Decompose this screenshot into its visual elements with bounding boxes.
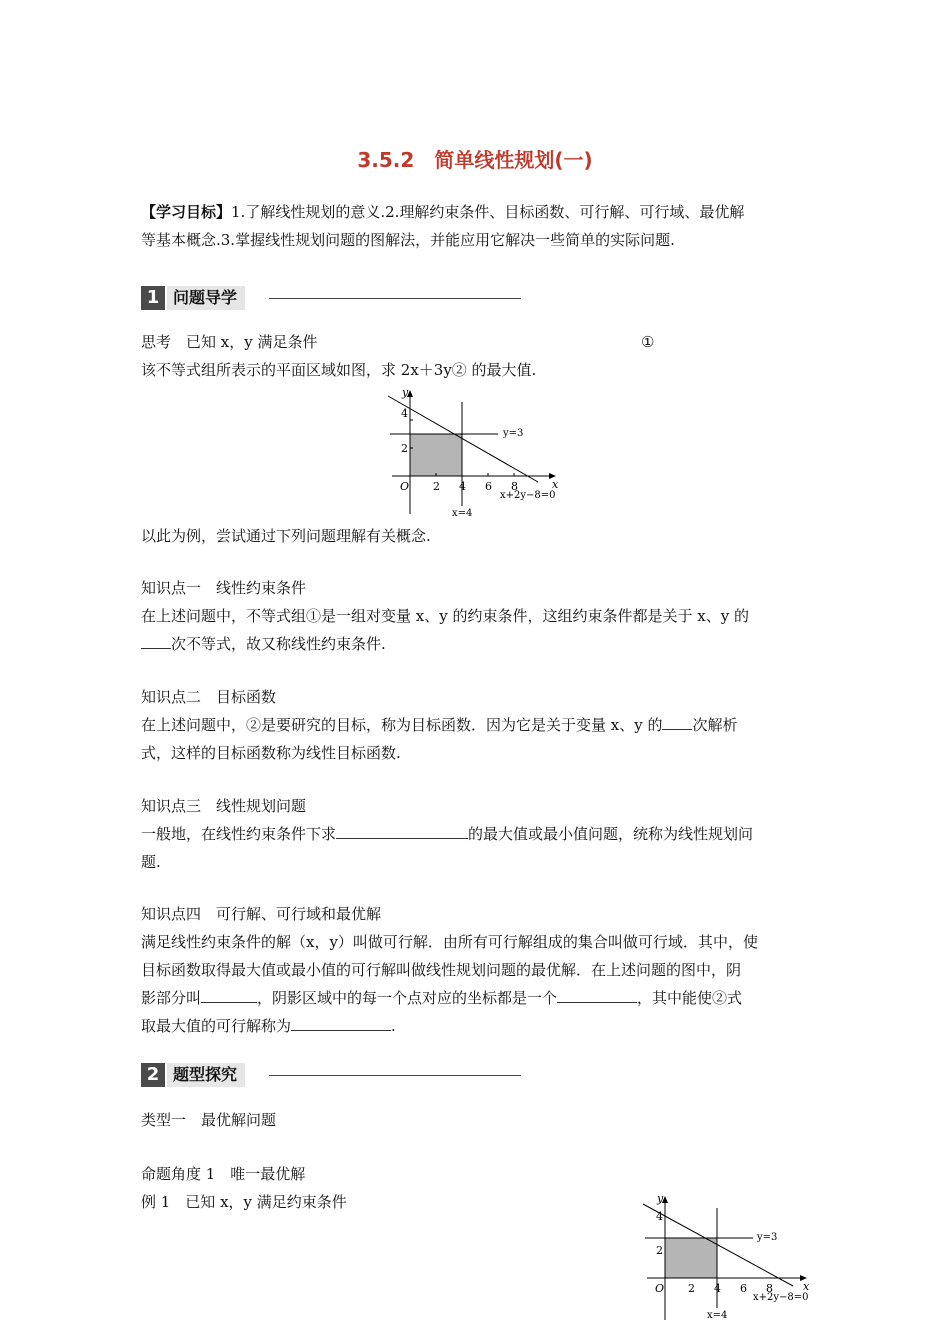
k1-heading: 知识点一 线性约束条件 (141, 579, 307, 597)
k3-line2: 题. (141, 853, 161, 871)
x-tick-label: 4 (714, 1282, 721, 1295)
example1-text: 例 1 已知 x，y 满足约束条件 (141, 1193, 347, 1211)
k2-line2: 式，这样的目标函数称为线性目标函数. (141, 744, 401, 762)
x-tick-label: 8 (511, 480, 518, 493)
y-axis-label: y (657, 1192, 664, 1205)
fill-blank[interactable] (336, 823, 468, 839)
goals-line1: 1.了解线性规划的意义.2.理解约束条件、目标函数、可行解、可行域、最优解 (231, 203, 745, 221)
y-tick-label: 4 (401, 407, 408, 420)
y-axis-label: y (402, 386, 409, 399)
x-tick-label: 2 (688, 1282, 695, 1295)
angle1-heading: 命题角度 1 唯一最优解 (141, 1165, 306, 1183)
k4-line4: 取最大值的可行解称为 . (141, 1017, 396, 1035)
section-title: 题型探究 (167, 1063, 245, 1087)
think-line2: 该不等式组所表示的平面区域如图，求 2x＋3y② 的最大值. (141, 361, 537, 379)
x-tick-label: 4 (459, 480, 466, 493)
y-tick-label: 4 (656, 1210, 663, 1223)
section-number: 2 (141, 1063, 165, 1087)
page-title: 3.5.2 简单线性规划(一) (357, 148, 593, 172)
y-tick-label: 2 (656, 1244, 663, 1257)
shaded-region (410, 434, 462, 476)
section-number: 1 (141, 286, 165, 310)
k3-line1: 一般地，在线性约束条件下求 的最大值或最小值问题，统称为线性规划问 (141, 825, 754, 843)
origin-label: O (655, 1282, 665, 1295)
k4-line1: 满足线性约束条件的解（x，y）叫做可行解．由所有可行解组成的集合叫做可行域．其中，使 (141, 933, 758, 951)
fill-blank[interactable] (557, 987, 637, 1003)
type1-heading: 类型一 最优解问题 (141, 1111, 277, 1129)
line-slant-label: x+2y−8=0 (500, 490, 556, 501)
example1-figure (635, 1190, 835, 1330)
fill-blank[interactable] (201, 987, 257, 1003)
line-slant-label: x+2y−8=0 (753, 1292, 809, 1303)
shaded-region (665, 1238, 717, 1278)
k4-heading: 知识点四 可行解、可行域和最优解 (141, 905, 382, 923)
fill-blank[interactable] (662, 714, 692, 730)
k2-heading: 知识点二 目标函数 (141, 688, 277, 706)
k3-heading: 知识点三 线性规划问题 (141, 797, 307, 815)
k1-line1: 在上述问题中，不等式组①是一组对变量 x、y 的约束条件，这组约束条件都是关于 x、y 的 (141, 607, 749, 625)
line-x4-label: x=4 (452, 508, 473, 519)
line-x4-label: x=4 (707, 1310, 728, 1321)
line-y3-label: y=3 (503, 428, 524, 439)
line-y3-label: y=3 (757, 1232, 778, 1243)
origin-label: O (400, 480, 410, 493)
k4-line3: 影部分叫 ，阴影区域中的每一个点对应的坐标都是一个 ，其中能使②式 (141, 989, 743, 1007)
section-title: 问题导学 (167, 286, 245, 310)
x-axis-label: x (552, 478, 559, 491)
x-tick-label: 6 (740, 1282, 747, 1295)
x-axis-label: x (803, 1280, 810, 1293)
goals-line2: 等基本概念.3.掌握线性规划问题的图解法，并能应用它解决一些简单的实际问题. (141, 231, 675, 249)
section-rule (269, 298, 521, 299)
y-tick-label: 2 (401, 442, 408, 455)
section-rule (269, 1075, 521, 1076)
k2-line1: 在上述问题中，②是要研究的目标，称为目标函数．因为它是关于变量 x、y 的 次解析 (141, 716, 738, 734)
goals-tag: 【学习目标】 (141, 203, 232, 221)
fill-blank[interactable] (291, 1015, 391, 1031)
k1-line2: 次不等式，故又称线性约束条件. (141, 630, 811, 658)
k4-line2: 目标函数取得最大值或最小值的可行解叫做线性规划问题的最优解．在上述问题的图中，阴 (141, 961, 742, 979)
fill-blank[interactable] (141, 633, 171, 649)
learning-goals (141, 198, 811, 254)
feasible-region-figure (380, 384, 580, 524)
x-tick-label: 6 (485, 480, 492, 493)
constraint-marker: ① (641, 333, 655, 351)
think-line3: 以此为例，尝试通过下列问题理解有关概念. (141, 527, 431, 545)
x-tick-label: 8 (766, 1282, 773, 1295)
think-line1: 思考 已知 x，y 满足条件 (141, 333, 318, 351)
x-tick-label: 2 (433, 480, 440, 493)
